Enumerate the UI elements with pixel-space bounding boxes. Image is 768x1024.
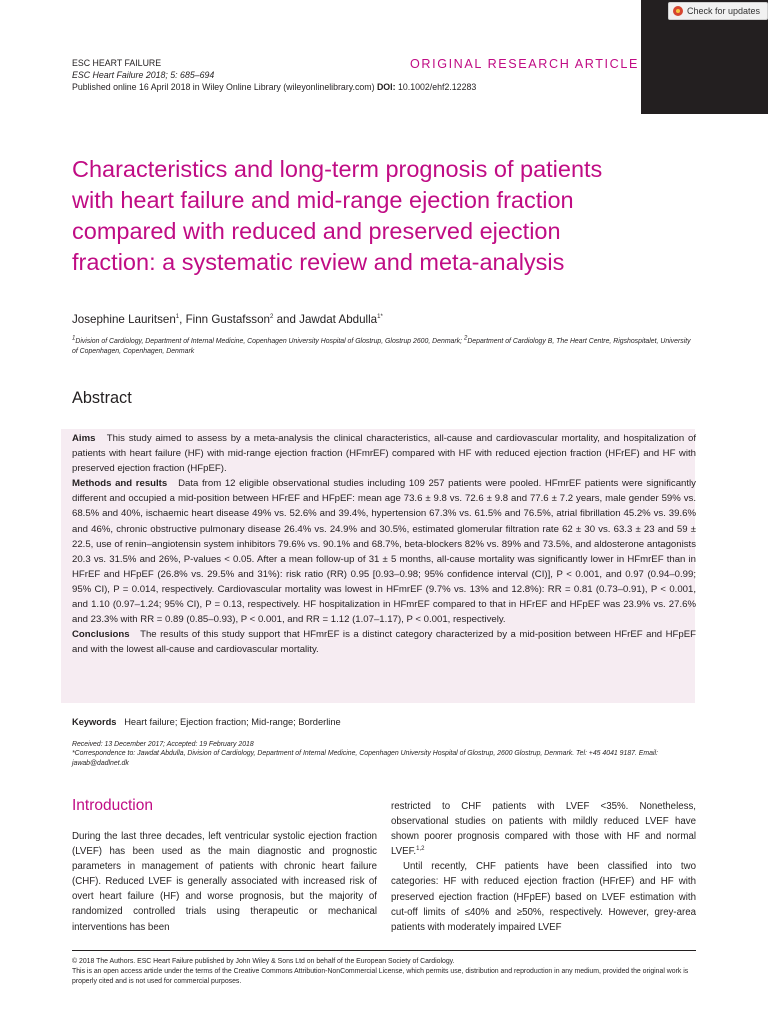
affiliations: $^1$Division of Cardiology, Department of Internal Medicine, Copenhagen University Hospital of Glostrup, Glostrup 2600, Denmark; $^2$Department of Cardiology B, The Heart Centre, Rigshospitalet, University of Copenhagen, Copenhagen, Denmark <box>72 335 691 355</box>
doi-link[interactable]: 10.1002/ehf2.12283 <box>397 82 477 92</box>
abstract-aims: Aims This study aimed to assess by a meta-analysis the clinical characteristics, all-cause and cardiovascular mortality, and hospitalization of patients with heart failure (HF) with mid-range ejection fraction (HFmrEF) compared with HF with reduced ejection fraction (HFrEF) and HF with preserved ejection fraction (HFpEF). <box>72 433 697 475</box>
intro-column-2: restricted to CHF patients with LVEF <35%. Nonetheless, observational studies on patients with mildly reduced LVEF have shown poorer prognosis compared with those with HF and normal LVEF.$^{1,2}$ Until recently, CHF patients have been classified into two categories: HF with reduced ejection fraction (HFrEF) and HF with preserved ejection fraction (HFpEF) based on LVEF estimation with cut-off limits of ≤40% and ≥50%, respectively. However, grey-area patients with moderately impaired LVEF <box>391 801 696 933</box>
citation: ESC Heart Failure 2018; 5: 685–694 <box>72 70 215 80</box>
article-type: ORIGINAL RESEARCH ARTICLE <box>410 57 639 71</box>
check-for-updates-label: Check for updates <box>687 6 761 16</box>
abstract-heading: Abstract <box>72 389 132 407</box>
abstract-body <box>72 431 696 657</box>
license-footer: © 2018 The Authors. ESC Heart Failure published by John Wiley & Sons Ltd on behalf of the European Society of Cardiology. This is an open access article under the terms of the Creative Commons Attribution-NonCommercial License, which permits use, distribution and reproduction in any medium, provided the original work is properly cited and is not used for commercial purposes. <box>72 958 689 985</box>
introduction-heading: Introduction <box>72 797 153 814</box>
author-list: Josephine Lauritsen$^1$, Finn Gustafsson$^2$ and Jawdat Abdulla$^{1*}$ <box>72 313 383 326</box>
update-icon <box>673 6 683 16</box>
intro-column-1: During the last three decades, left ventricular systolic ejection fraction (LVEF) has been used as the main diagnostic and prognostic parameters in management of patients with chronic heart failure (CHF). Reduced LVEF is generally associated with increased risk of overt heart failure (HF) and worse prognosis, but the majority of randomized controlled trials using therapeutic or mechanical interventions has been <box>72 831 377 933</box>
journal-name: ESC HEART FAILURE <box>72 58 162 68</box>
received-info: Received: 13 December 2017; Accepted: 19 February 2018 *Correspondence to: Jawdat Abdulla, Division of Cardiology, Department of Internal Medicine, Copenhagen University Hospital of Glostrup, 2600 Glostrup, Denmark. Tel: +45 4041 9187. Email: jawab@dadlnet.dk <box>72 741 658 767</box>
keywords: Keywords Heart failure; Ejection fraction; Mid-range; Borderline <box>72 717 341 727</box>
abstract-methods: Methods and results Data from 12 eligible observational studies including 109 257 patients were pooled. HFmrEF patients were significantly different and occupied a mid-position between HFrEF and HFpEF: mean age 73.6 ± 9.8 vs. 72.6 ± 9.8 and 77.6 ± 7.2 years, male gender 59% vs. 68.5% and 40%, ischaemic heart disease 49% vs. 52.6% and 39.4%, hypertension 67.3% vs. 61.5% and 76.5%, atrial fibrillation 45.2% vs. 39.6% and 46%, chronic obstructive pulmonary disease 26.4% vs. 24.9% and 30.5%, estimated glomerular filtration rate 62 ± 30 vs. 63.3 ± 23 and 59 ± 22.5, use of renin–angiotensin system inhibitors 79.6% vs. 90.1% and 68.7%, beta-blockers 82% vs. 89% and 73.5%, and aldosterone antagonists 20.3 vs. 31.5% and 26%, P-values < 0.05. After a mean follow-up of 31 ± 5 months, all-cause mortality was significantly lower in HFmrEF than in HFrEF and HFpEF (26.8% vs. 29.5% and 31%): risk ratio (RR) 0.95 [0.93–0.98; 95% confidence interval (CI)], P < 0.001, and 0.97 (0.94–0.99; 95% CI), P = 0.014, respectively. Cardiovascular mortality was lowest in HFmrEF (9.7% vs. 13% and 12.8%): RR = 0.81 (0.73–0.91), P < 0.001, and 1.10 (0.97–1.24; 95% CI), P = 0.13, respectively. HF hospitalization in HFmrEF compared to that in HFrEF and HFpEF was 23.9% vs. 27.6% and 23.3% with RR = 0.89 (0.85–0.93), P < 0.001, and RR = 1.12 (1.07–1.17), P < 0.001, respectively. <box>72 478 696 626</box>
footer-divider <box>72 950 696 951</box>
check-for-updates-button[interactable] <box>668 2 768 20</box>
publication-line: Published online 16 April 2018 in Wiley Online Library (wileyonlinelibrary.com) DOI: 10.1002/ehf2.12283 <box>72 82 477 92</box>
abstract-conclusions: Conclusions The results of this study support that HFmrEF is a distinct category characterized by a mid-position between HFrEF and HFpEF and with the lowest all-cause and cardiovascular mortality. <box>72 629 696 656</box>
article-title: Characteristics and long-term prognosis of patients with heart failure and mid-range ejection fraction compared with reduced and preserved ejection fraction: a systematic review and meta-analysis <box>72 156 603 275</box>
